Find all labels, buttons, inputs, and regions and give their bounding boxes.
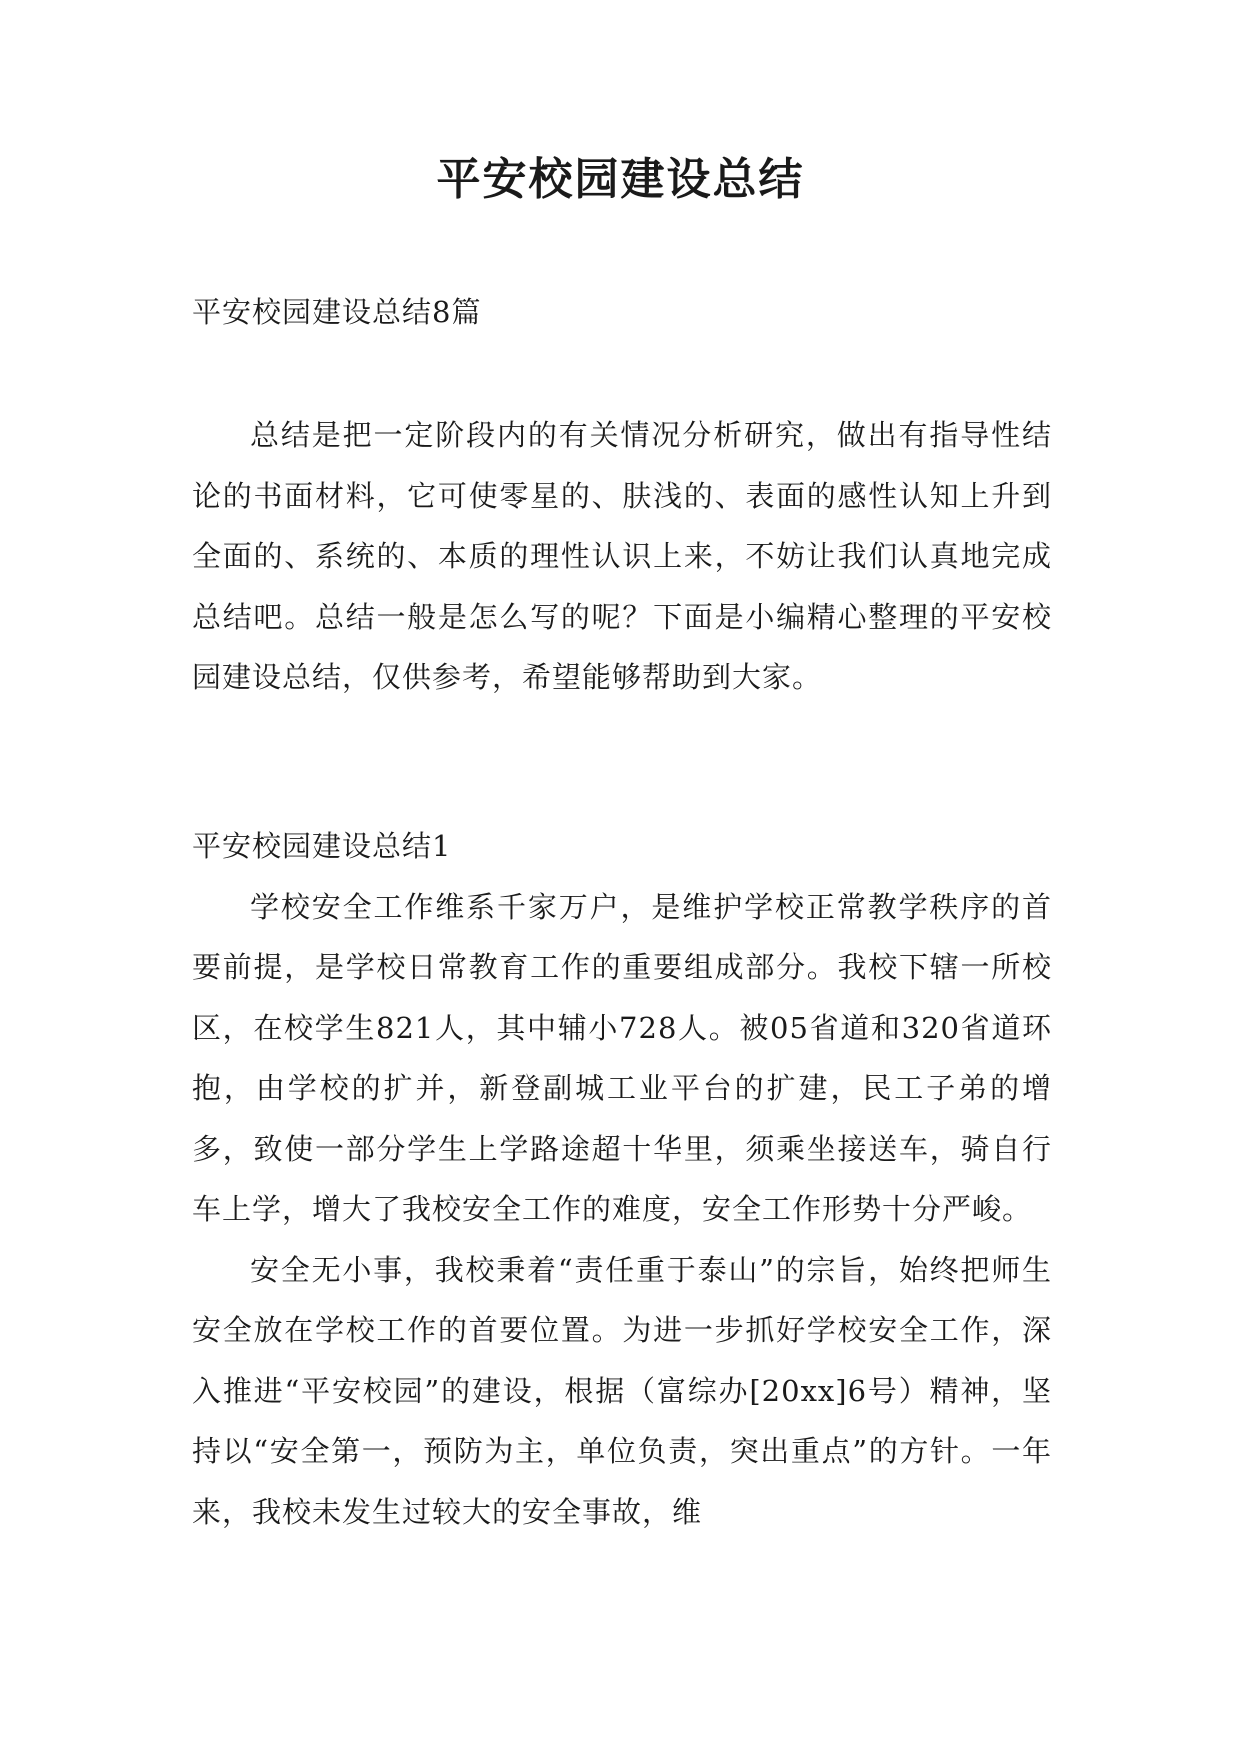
section-heading: 平安校园建设总结1 bbox=[192, 829, 452, 863]
intro-paragraph: 总结是把一定阶段内的有关情况分析研究，做出有指导性结论的书面材料，它可使零星的、肤浅的、表面的感性认知上升到全面的、系统的、本质的理性认识上来，不妨让我们认真地完成总结吧。总结一般是怎么写的呢？下面是小编精心整理的平安校园建设总结，仅供参考，希望能够帮助到大家。 bbox=[192, 418, 1052, 694]
section-1 bbox=[192, 816, 1052, 1542]
document-subtitle: 平安校园建设总结8篇 bbox=[192, 295, 482, 329]
body-paragraph: 学校安全工作维系千家万户，是维护学校正常教学秩序的首要前提，是学校日常教育工作的重要组成部分。我校下辖一所校区，在校学生821人，其中辅小728人。被05省道和320省道环抱，由学校的扩并，新登副城工业平台的扩建，民工子弟的增多，致使一部分学生上学路途超十华里，须乘坐接送车，骑自行车上学，增大了我校安全工作的难度，安全工作形势十分严峻。 bbox=[192, 889, 1052, 1226]
document-title: 平安校园建设总结 bbox=[436, 154, 805, 205]
body-paragraph: 安全无小事，我校秉着“责任重于泰山”的宗旨，始终把师生安全放在学校工作的首要位置。为进一步抓好学校安全工作，深入推进“平安校园”的建设，根据（富综办[20xx]6号）精神，坚持以“安全第一，预防为主，单位负责，突出重点”的方针。一年来，我校未发生过较大的安全事故，维 bbox=[192, 1252, 1052, 1529]
